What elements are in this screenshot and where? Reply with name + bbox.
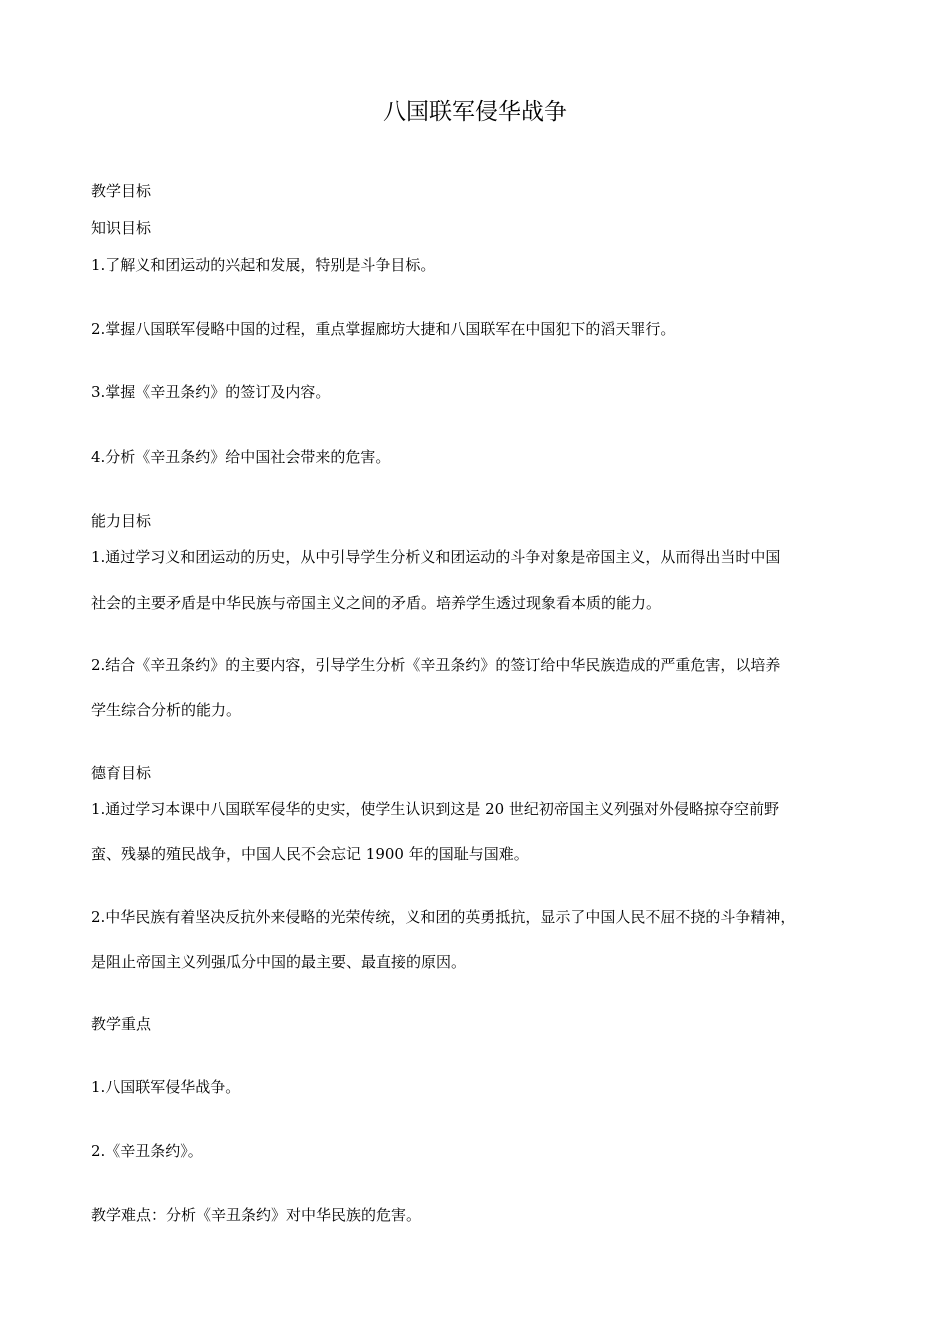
knowledge-item-2: 2.掌握八国联军侵略中国的过程，重点掌握廊坊大捷和八国联军在中国犯下的滔天罪行。 [91,320,676,338]
moral-item-2-line-2: 是阻止帝国主义列强瓜分中国的最主要、最直接的原因。 [91,953,467,971]
ability-item-1-line-1: 1.通过学习义和团运动的历史，从中引导学生分析义和团运动的斗争对象是帝国主义，从而得出当时中国 [91,548,781,566]
objectives-heading: 教学目标 [91,182,152,200]
ability-heading: 能力目标 [91,512,152,530]
moral-heading: 德育目标 [91,764,152,782]
ability-item-2-line-1: 2.结合《辛丑条约》的主要内容，引导学生分析《辛丑条约》的签订给中华民族造成的严重危害，以培养 [91,656,781,674]
teaching-difficulty: 教学难点：分析《辛丑条约》对中华民族的危害。 [91,1206,422,1224]
moral-item-1-line-2: 蛮、残暴的殖民战争，中国人民不会忘记 1900 年的国耻与国难。 [91,845,529,863]
moral-item-2-line-1: 2.中华民族有着坚决反抗外来侵略的光荣传统，义和团的英勇抵抗，显示了中国人民不屈不挠的斗争精神， [91,908,796,926]
ability-item-2-line-2: 学生综合分析的能力。 [91,701,242,719]
key-points-heading: 教学重点 [91,1015,152,1033]
ability-item-1-line-2: 社会的主要矛盾是中华民族与帝国主义之间的矛盾。培养学生透过现象看本质的能力。 [91,594,662,612]
knowledge-item-4: 4.分析《辛丑条约》给中国社会带来的危害。 [91,448,391,466]
document-title: 八国联军侵华战争 [383,99,567,125]
knowledge-item-3: 3.掌握《辛丑条约》的签订及内容。 [91,383,331,401]
key-point-2: 2.《辛丑条约》。 [91,1142,203,1160]
knowledge-heading: 知识目标 [91,219,152,237]
key-point-1: 1.八国联军侵华战争。 [91,1078,241,1096]
moral-item-1-line-1: 1.通过学习本课中八国联军侵华的史实，使学生认识到这是 20 世纪初帝国主义列强对外侵略掠夺空前野 [91,800,779,818]
knowledge-item-1: 1.了解义和团运动的兴起和发展，特别是斗争目标。 [91,256,436,274]
